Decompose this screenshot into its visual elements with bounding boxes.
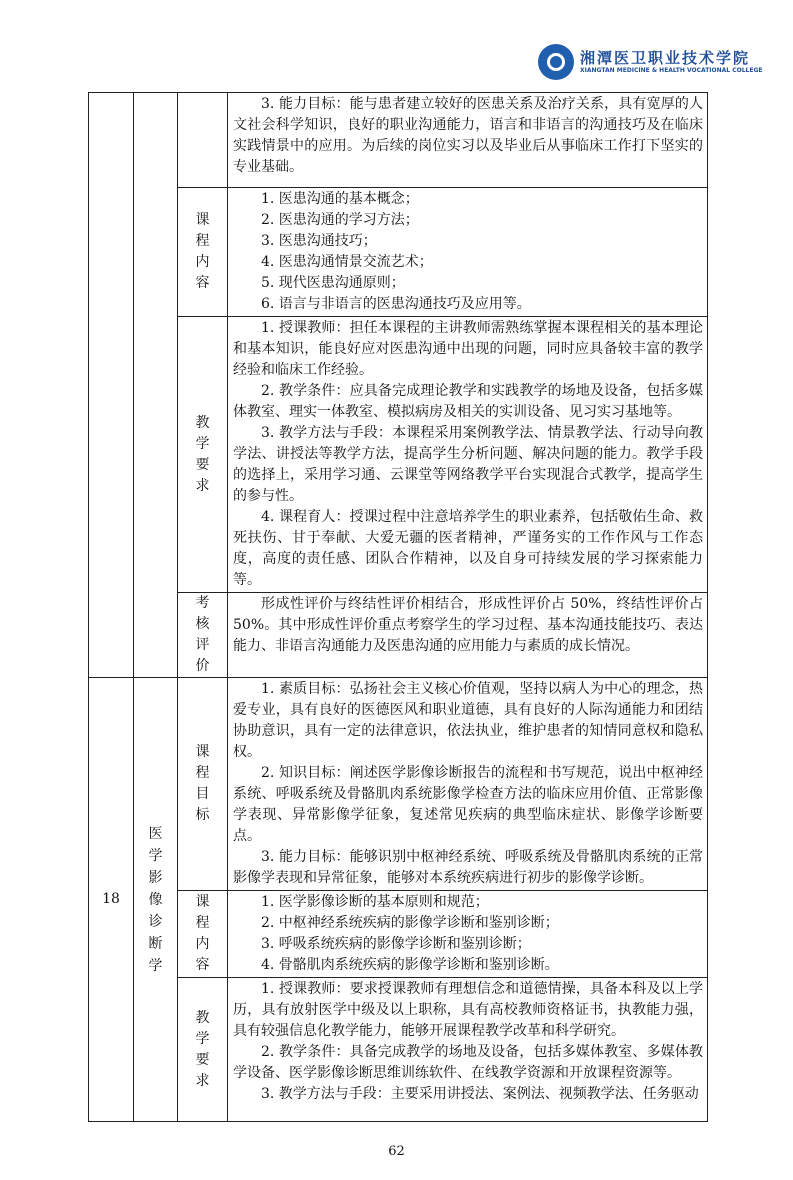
- paragraph: 1. 素质目标：弘扬社会主义核心价值观，坚持以病人为中心的理念，热爱专业，具有良好的医德医风和职业道德，具有良好的人际沟通能力和团结协助意识，具有一定的法律意识，依法执业，维护患者的知情同意权和隐私权。: [233, 681, 703, 760]
- paragraph: 2. 教学条件：具备完成教学的场地及设备，包括多媒体教室、多媒体教学设备、医学影像诊断思维训练软件、在线教学资源和开放课程资源等。: [233, 1044, 703, 1081]
- c17-req: [228, 317, 708, 593]
- paragraph: 形成性评价与终结性评价相结合，形成性评价占 50%，终结性评价占 50%。其中形成性评价重点考察学生的学习过程、基本沟通技能技巧、表达能力、非语言沟通能力及医患沟通的应用能力与素质的成长情况。: [233, 596, 703, 654]
- paragraph: 1. 授课教师：要求授课教师有理想信念和道德情操，具备本科及以上学历，具有放射医学中级及以上职称，具有高校教师资格证书，执教能力强，具有较强信息化教学能力，能够开展课程教学改革和科学研究。: [233, 981, 703, 1039]
- c17-content: [228, 188, 708, 317]
- c18-content-label: 课程内容: [178, 891, 228, 978]
- paragraph: 3. 能力目标：能与患者建立较好的医患关系及治疗关系，具有宽厚的人文社会科学知识，良好的职业沟通能力，语言和非语言的沟通技巧及在临床实践情景中的应用。为后续的岗位实习以及毕业后从事临床工作打下坚实的专业基础。: [233, 96, 703, 175]
- paragraph: 2. 知识目标：阐述医学影像诊断报告的流程和书写规范，说出中枢神经系统、呼吸系统及骨骼肌肉系统影像学检查方法的临床应用价值、正常影像学表现、异常影像学征象，复述常见疾病的典型临床症状、影像学诊断要点。: [233, 765, 703, 844]
- c18-number: 18: [89, 678, 134, 1122]
- paragraph: 3. 能力目标：能够识别中枢神经系统、呼吸系统及骨骼肌肉系统的正常影像学表现和异常征象，能够对本系统疾病进行初步的影像学诊断。: [233, 849, 703, 886]
- paragraph: 1. 授课教师：担任本课程的主讲教师需熟练掌握本课程相关的基本理论和基本知识，能良好应对医患沟通中出现的问题，同时应具备较丰富的教学经验和临床工作经验。: [233, 320, 703, 378]
- course-name-cell: [134, 93, 178, 678]
- logo-english-name: XIANGTAN MEDICINE & HEALTH VOCATIONAL COLLEGE: [580, 67, 763, 74]
- goal-label-cell: [178, 93, 228, 188]
- course-table: [88, 92, 708, 1122]
- paragraph: 4. 课程育人：授课过程中注意培养学生的职业素养，包括敬佑生命、救死扶伤、甘于奉献、大爱无疆的医者精神，严谨务实的工作作风与工作态度，高度的责任感、团队合作精神，以及自身可持续发展的学习探索能力等。: [233, 509, 703, 588]
- c17-goal: [228, 93, 708, 188]
- paragraph: 4. 医患沟通情景交流艺术；: [261, 254, 433, 270]
- paragraph: 2. 教学条件：应具备完成理论教学和实践教学的场地及设备，包括多媒体教室、理实一体教室、模拟病房及相关的实训设备、见习实习基地等。: [233, 383, 703, 420]
- c17-req-label: 教学要求: [178, 317, 228, 593]
- c17-eval: [228, 593, 708, 678]
- paragraph: 3. 教学方法与手段：本课程采用案例教学法、情景教学法、行动导向教学法、讲授法等教学方法，提高学生分析问题、解决问题的能力。教学手段的选择上，采用学习通、云课堂等网络教学平台实现混合式教学，提高学生的参与性。: [233, 425, 703, 504]
- paragraph: 1. 医患沟通的基本概念；: [261, 191, 419, 207]
- college-seal-icon: [538, 44, 574, 80]
- c18-req-label: 教学要求: [178, 978, 228, 1122]
- course-number-cell: [89, 93, 134, 678]
- paragraph: 2. 医患沟通的学习方法；: [261, 212, 419, 228]
- paragraph: 5. 现代医患沟通原则；: [261, 275, 405, 291]
- c18-name: 医学影像诊断学: [134, 678, 178, 1122]
- college-logo: [538, 44, 762, 80]
- c18-goal: [228, 678, 708, 891]
- c18-content: [228, 891, 708, 978]
- paragraph: 6. 语言与非语言的医患沟通技巧及应用等。: [261, 296, 531, 312]
- logo-chinese-name: 湘潭医卫职业技术学院: [580, 49, 751, 67]
- c17-content-label: 课程内容: [178, 188, 228, 317]
- c17-eval-label: 考核评价: [178, 593, 228, 678]
- paragraph: 3. 医患沟通技巧；: [261, 233, 377, 249]
- paragraph: 3. 呼吸系统疾病的影像学诊断和鉴别诊断；: [261, 936, 531, 952]
- page-number: 62: [388, 1144, 405, 1159]
- c18-req: [228, 978, 708, 1122]
- paragraph: 3. 教学方法与手段：主要采用讲授法、案例法、视频教学法、任务驱动: [261, 1086, 699, 1102]
- paragraph: 2. 中枢神经系统疾病的影像学诊断和鉴别诊断；: [261, 915, 559, 931]
- paragraph: 1. 医学影像诊断的基本原则和规范；: [261, 894, 489, 910]
- c18-goal-label: 课程目标: [178, 678, 228, 891]
- paragraph: 4. 骨骼肌肉系统疾病的影像学诊断和鉴别诊断。: [261, 957, 559, 973]
